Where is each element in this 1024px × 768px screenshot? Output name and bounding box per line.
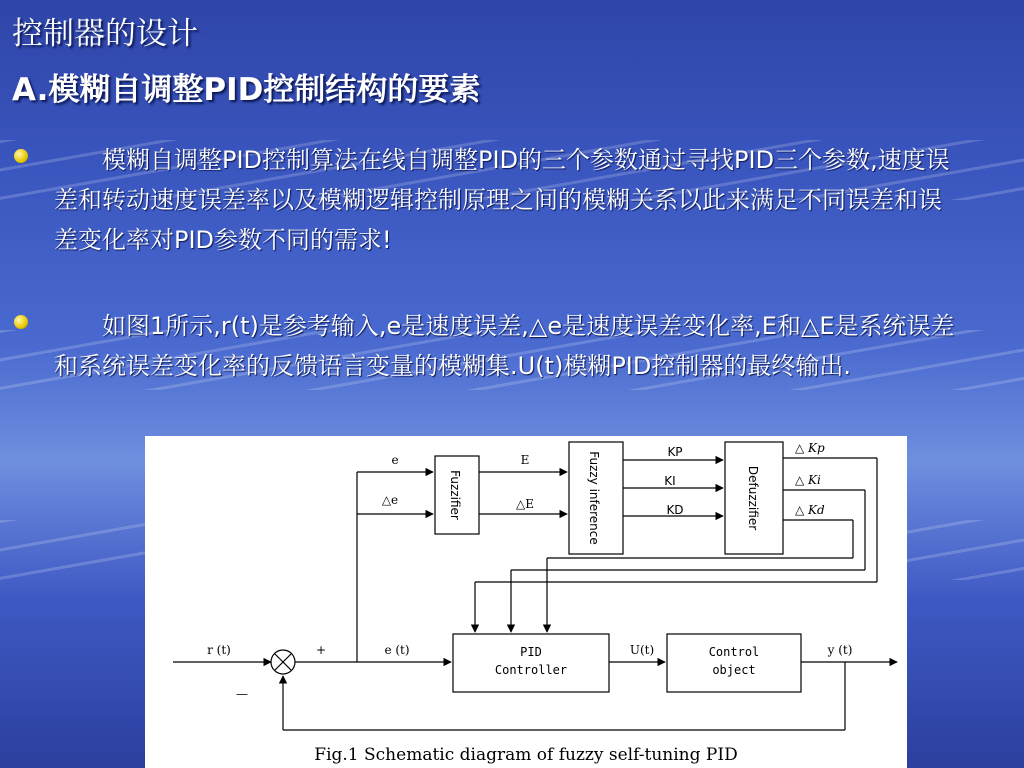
defuzzifier-label: Defuzzifier (746, 465, 760, 531)
signal-de-label: △e (381, 493, 399, 507)
signal-dE-label: △E (516, 497, 534, 511)
inference-label: Fuzzy inference (587, 451, 601, 545)
bullet-dot-icon (14, 315, 28, 329)
bullet-text: 模糊自调整PID控制算法在线自调整PID的三个参数通过寻找PID三个参数,速度误差和转动速度误差率以及模糊逻辑控制原理之间的模糊关系以此来满足不同误差和误差变化率对PID参数不同的需求! (54, 146, 950, 254)
signal-yt-label: y (t) (827, 643, 853, 657)
block-diagram (145, 436, 907, 768)
signal-e-label: e (391, 453, 399, 467)
signal-dki-label: △ Ki (795, 473, 821, 487)
signal-ki-label: KI (664, 474, 676, 488)
signal-dkd-label: △ Kd (795, 503, 825, 517)
control-object-label: object (712, 663, 756, 677)
bullet-text: 如图1所示,r(t)是参考输入,e是速度误差,△e是速度误差变化率,E和△E是系统误差和系统误差变化率的反馈语言变量的模糊集.U(t)模糊PID控制器的最终输出. (54, 312, 955, 380)
slide-title: 控制器的设计 (12, 16, 198, 52)
figure-caption: Fig.1 Schematic diagram of fuzzy self-tuning PID (314, 745, 738, 765)
bullet-dot-icon (14, 149, 28, 163)
slide-subtitle: A.模糊自调整PID控制结构的要素 (12, 72, 481, 108)
plus-sign-label: + (315, 643, 327, 657)
control-object-label: Control (708, 645, 760, 659)
minus-sign-label: — (236, 687, 248, 701)
fuzzifier-label: Fuzzifier (448, 470, 462, 520)
signal-et-label: e (t) (384, 643, 410, 657)
signal-kp-label: KP (667, 445, 683, 459)
signal-E-label: E (520, 453, 530, 467)
signal-dkp-label: △ Kp (795, 441, 825, 455)
pid-label: PID (520, 645, 542, 659)
signal-kd-label: KD (666, 503, 684, 517)
pid-label: Controller (494, 663, 568, 677)
signal-ut-label: U(t) (629, 643, 655, 657)
signal-r-label: r (t) (207, 643, 231, 657)
